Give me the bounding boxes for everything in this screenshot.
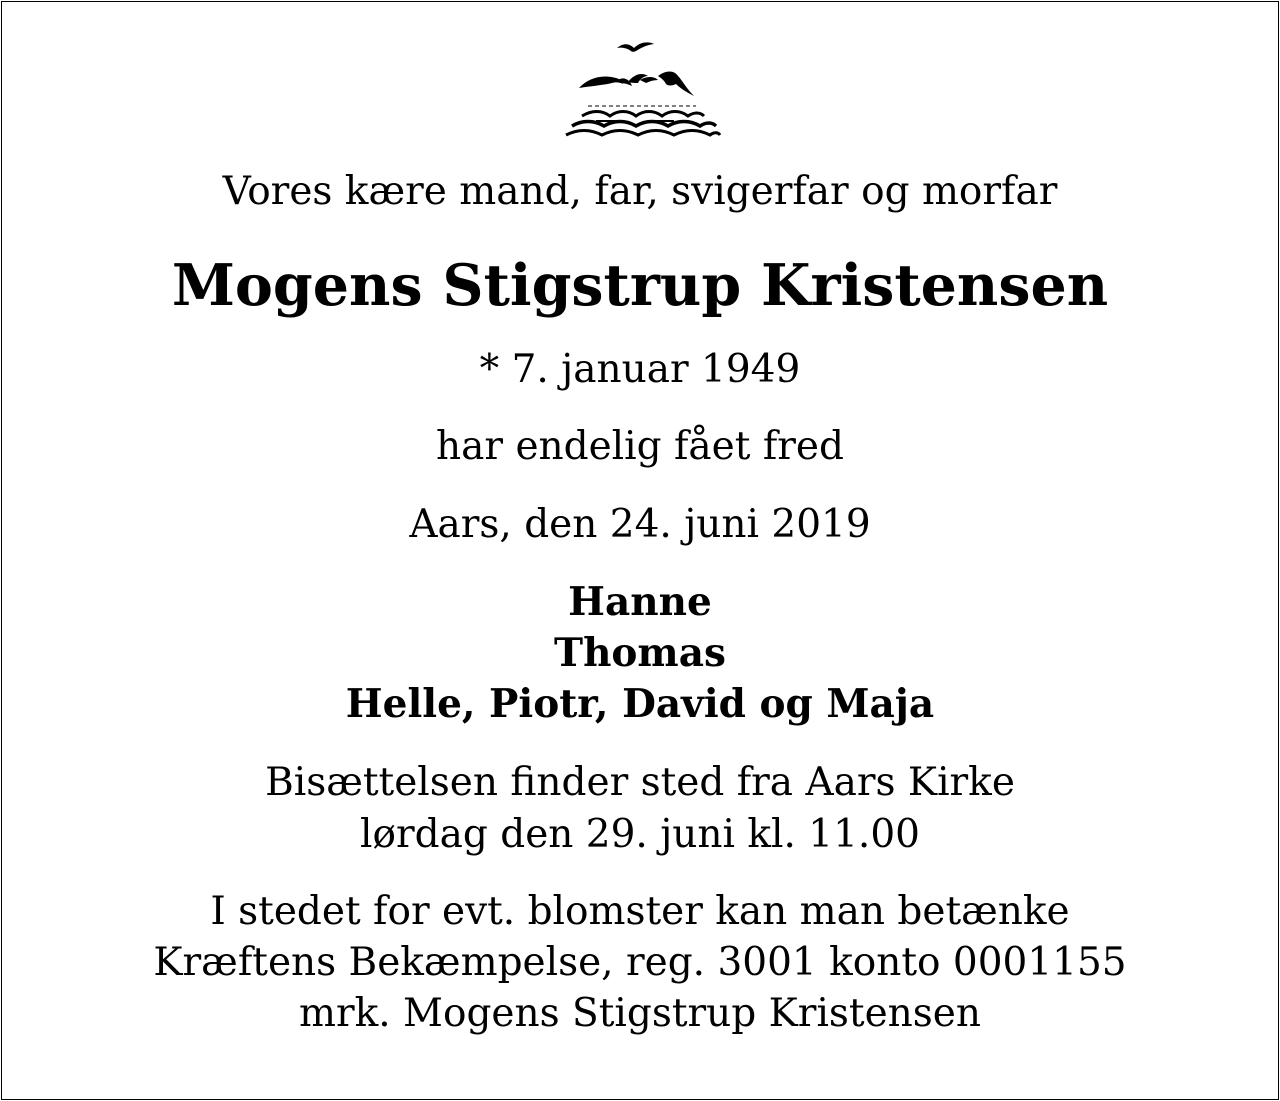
mourners-list [2,577,1278,730]
intro-text: Vores kære mand, far, svigerfar og morfar [222,169,1058,214]
mourner-name: Thomas [554,630,726,676]
memorial-line: mrk. Mogens Stigstrup Kristensen [298,991,982,1036]
mourner-name: Hanne [568,579,712,625]
memorial-line: I stedet for evt. blomster kan man betænke [210,889,1070,934]
deceased-name: Mogens Stigstrup Kristensen [171,252,1109,319]
funeral-line: lørdag den 29. juni kl. 11.00 [360,812,920,857]
passing-text: har endelig fået fred [436,424,844,469]
memorial-donation [2,886,1278,1039]
memorial-line: Kræftens Bekæmpelse, reg. 3001 konto 0001155 [153,940,1127,985]
seagulls-over-waves-icon [562,36,722,142]
mourner-name: Helle, Piotr, David og Maja [345,681,935,727]
funeral-details [2,757,1278,861]
birth-date: * 7. januar 1949 [479,347,801,392]
obituary-notice [1,1,1279,1100]
funeral-line: Bisættelsen finder sted fra Aars Kirke [265,760,1015,805]
place-and-date: Aars, den 24. juni 2019 [409,502,871,547]
